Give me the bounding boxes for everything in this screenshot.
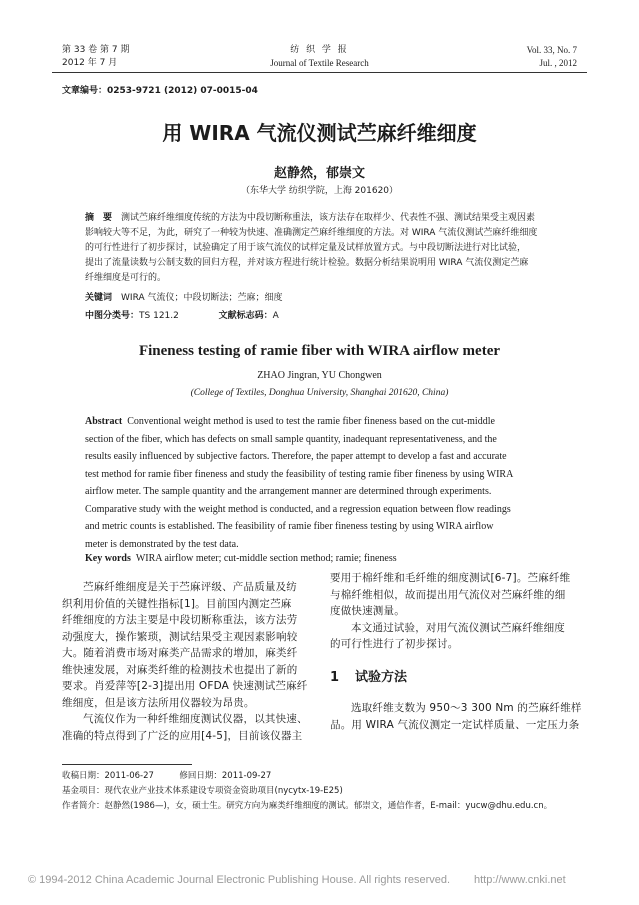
- article-number: 文章编号：0253-9721 (2012) 07-0015-04: [62, 86, 258, 96]
- paper-title-cn: 用 WIRA 气流仪测试苎麻纤维细度: [162, 121, 477, 145]
- body-right-column-lower: [330, 700, 582, 733]
- body-line: 选取纤维支数为 950～3 300 Nm 的苎麻纤维样: [351, 702, 582, 714]
- abstract-cn-line: 影响较大等不足，为此，研究了一种较为快速、准确测定苎麻纤维细度的方法。对 WIRA 气流仪测试苎麻纤维细度: [85, 228, 538, 238]
- footnote-dates: 收稿日期：2011-06-27 修回日期：2011-09-27: [62, 771, 272, 781]
- abstract-en-line: section of the fiber, which has defects on small sample quantity, inadequant representativeness, and the: [85, 433, 497, 445]
- month-en: Jul. , 2012: [539, 58, 577, 68]
- classification-cn: 中图分类号：TS 121.2 文献标志码：A: [85, 311, 279, 321]
- abstract-en-line: meter is demonstrated by the test data.: [85, 538, 239, 550]
- body-line: 品。用 WIRA 气流仪测定一定试样质量、一定压力条: [330, 718, 580, 731]
- abstract-cn-line: 提出了流量读数与公制支数的回归方程，并对该方程进行统计检验。数据分析结果说明用 WIRA 气流仪测定苎麻: [85, 258, 529, 268]
- copyright-watermark: © 1994-2012 China Academic Journal Electronic Publishing House. All rights reserved.: [28, 874, 451, 886]
- body-line: 要用于棉纤维和毛纤维的细度测试[6-7]。苎麻纤维: [330, 572, 571, 584]
- keywords-cn-label: 关键词: [85, 293, 113, 303]
- abstract-en-line: Abstract Conventional weight method is used to test the ramie fiber fineness based on the cut-middle: [85, 416, 495, 427]
- classification-value: TS 121.2: [139, 311, 179, 321]
- abstract-cn-line: 摘 要 测试苎麻纤维细度传统的方法为中段切断称重法，该方法存在取样少、代表性不强、测试结果受主观因素: [85, 213, 536, 223]
- cnki-link[interactable]: http://www.cnki.net: [474, 874, 566, 886]
- abstract-cn-line: 纤维细度是可行的。: [85, 273, 167, 283]
- issue-number: 第 33 卷 第 7 期: [62, 45, 130, 55]
- keywords-cn: [85, 290, 283, 303]
- issue-date: 2012 年 7 月: [62, 58, 118, 68]
- body-line: 维细度，但是该方法所用仪器较为昂贵。: [62, 696, 255, 709]
- abstract-en-line: Comparative study with the weight method is conducted, and a regression equation between flow readings: [85, 503, 511, 515]
- body-line: 气流仪作为一种纤维细度测试仪器，以其快速、: [83, 713, 308, 725]
- affiliation-cn: （东华大学 纺织学院，上海 201620）: [240, 186, 399, 196]
- document-code: A: [272, 311, 279, 321]
- body-line: 动强度大，操作繁琐，测试结果受主观因素影响较: [62, 630, 298, 643]
- keywords-en: [85, 553, 397, 564]
- authors-en: ZHAO Jingran, YU Chongwen: [257, 370, 382, 381]
- section-heading: [330, 666, 407, 685]
- abstract-en-line: test method for ramie fiber fineness and study the feasibility of testing ramie fiber fineness by using WIRA: [85, 468, 514, 480]
- body-line: 与棉纤维相似，故而提出用气流仪对苎麻纤维的细: [330, 588, 566, 601]
- abstract-en: [85, 413, 585, 553]
- abstract-en-line: results easily influenced by subjective factors. Therefore, the paper attempt to develop a fast and accurate: [85, 451, 507, 462]
- body-line: 度做快速测量。: [330, 605, 405, 617]
- body-right-column: [330, 570, 582, 653]
- body-line: 织利用价值的关键性指标[1]。目前国内测定苎麻: [62, 597, 292, 610]
- journal-title-cn: 纺 织 学 报: [290, 45, 349, 55]
- body-line: 纤维细度的方法主要是中段切断称重法，该方法劳: [62, 614, 298, 626]
- footnotes: [62, 769, 592, 814]
- body-line: 维快速发展，对麻类纤维的检测技术也提出了新的: [62, 663, 298, 676]
- abstract-en-label: Abstract: [85, 416, 123, 427]
- footnote-funding: 基金项目：现代农业产业技术体系建设专项资金资助项目(nycytx-19-E25): [62, 786, 343, 796]
- body-line: 要求。肖爱萍等[2-3]提出用 OFDA 快速测试苎麻纤: [62, 680, 308, 692]
- abstract-cn-label: 摘 要: [85, 213, 113, 223]
- keywords-cn-text: WIRA 气流仪；中段切断法；苎麻；细度: [121, 293, 283, 303]
- abstract-en-line: and metric counts is established. The feasibility of ramie fiber fineness testing by using WIRA airflow: [85, 521, 494, 532]
- body-line: 的可行性进行了初步探讨。: [330, 638, 459, 650]
- footnote-author: 作者简介：赵静然(1986—)，女，硕士生。研究方向为麻类纤维细度的测试。郁崇文，通信作者，E-mail：yucw@dhu.edu.cn。: [62, 801, 553, 811]
- abstract-cn: [85, 211, 585, 286]
- header-rule: [52, 72, 587, 73]
- body-left-column: [62, 579, 314, 744]
- abstract-en-line: airflow meter. The sample quantity and the arrangement manner are determined through experiments.: [85, 486, 492, 497]
- journal-title-en: Journal of Textile Research: [270, 58, 369, 68]
- authors-cn: 赵静然，郁崇文: [273, 166, 365, 181]
- body-line: 苎麻纤维细度是关于苎麻评级、产品质量及纺: [83, 581, 297, 593]
- body-line: 大。随着消费市场对麻类产品需求的增加，麻类纤: [62, 647, 298, 659]
- keywords-en-text: WIRA airflow meter; cut-middle section method; ramie; fineness: [135, 553, 397, 564]
- section-number: 1: [330, 670, 340, 685]
- abstract-cn-line: 的可行性进行了初步探讨，试验确定了用于该气流仪的试样定量及试样放置方式。与中段切断法进行对比试验，: [85, 243, 527, 253]
- keywords-en-label: Key words: [85, 553, 131, 564]
- body-line: 准确的特点得到了广泛的应用[4-5]，目前该仪器主: [62, 729, 303, 742]
- body-line: 本文通过试验，对用气流仪测试苎麻纤维细度: [351, 621, 565, 634]
- affiliation-en: (College of Textiles, Donghua University, Shanghai 201620, China): [190, 388, 449, 398]
- paper-title-en: Fineness testing of ramie fiber with WIRA airflow meter: [138, 343, 501, 359]
- section-title: 试验方法: [355, 670, 408, 685]
- volume-en: Vol. 33, No. 7: [526, 45, 577, 55]
- footnote-rule: [62, 764, 192, 765]
